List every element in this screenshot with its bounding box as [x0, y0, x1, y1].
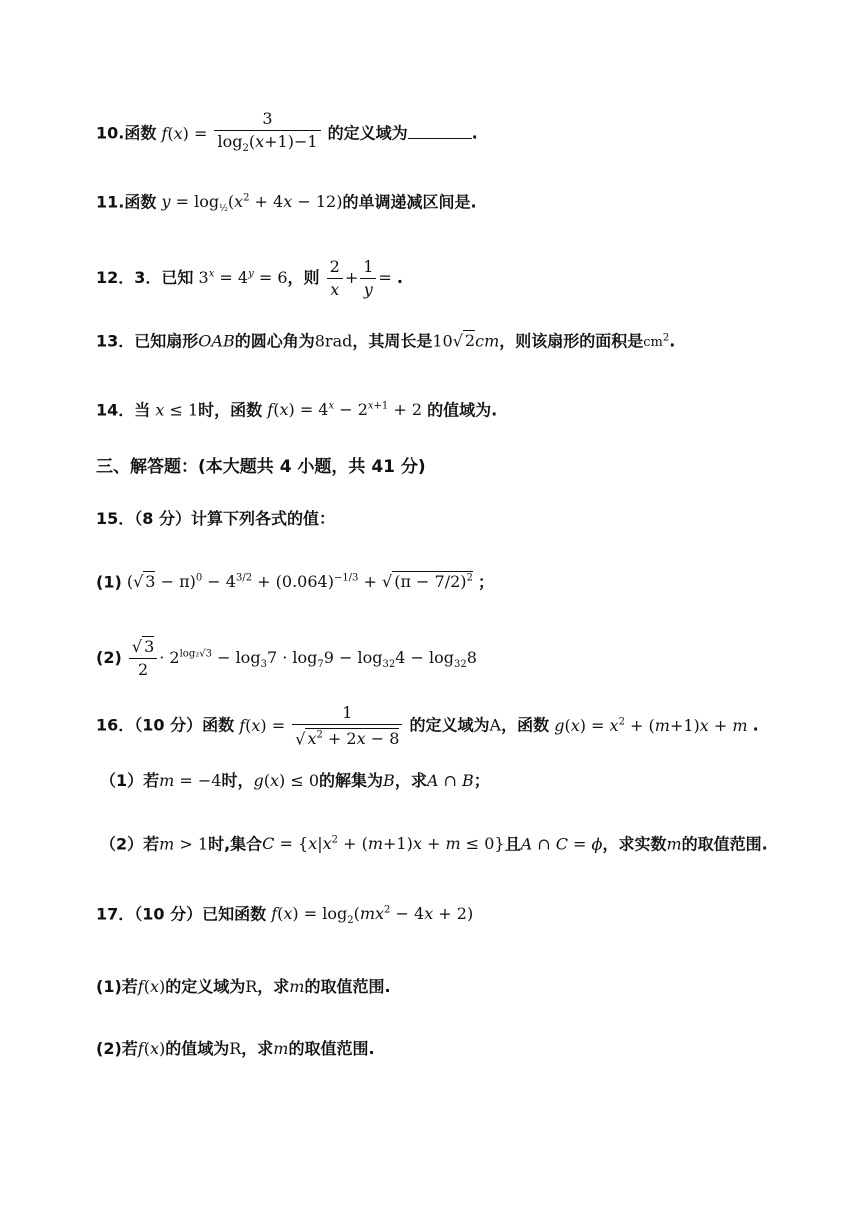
q14-suffix: 的值域为.: [427, 400, 498, 420]
q12-suffix: .: [396, 268, 403, 287]
question-12: [96, 256, 800, 301]
question-17-part-2: [96, 1038, 800, 1060]
q13-prefix: 13．已知扇形: [96, 331, 199, 351]
q16-sub2-prefix: （2）若: [100, 834, 160, 854]
q13-end: .: [669, 331, 676, 351]
q11-formula: $y = \log_{\frac{1}{2}}(x^2 + 4x - 12)$: [161, 192, 343, 215]
q13-p4: ，则该扇形的面积是: [499, 331, 644, 351]
question-16: [96, 702, 800, 750]
q16-set-a: A: [489, 715, 502, 735]
q17-sub1-end: 的取值范围.: [304, 977, 391, 996]
q11-suffix: 的单调递减区间是.: [342, 192, 477, 212]
q16-p2: 的定义域为: [409, 715, 490, 735]
q12-prefix: 12．3．已知: [96, 268, 194, 287]
q16-f-formula: f(x) = $\frac{1}{√ x^2 + 2x - 8}$: [239, 716, 404, 735]
q12-mid: ，则: [287, 268, 320, 287]
q17-sub2-p3: ，求: [241, 1039, 274, 1058]
q17-formula: $f(x) = \log_2(mx^2 - 4x + 2)$: [271, 904, 474, 927]
q17-sub2-p2: 的值域为: [165, 1039, 230, 1058]
q16-sub2-condition: A ∩ C = ϕ: [520, 834, 603, 854]
q13-angle: 8rad: [314, 331, 353, 351]
q15-p2-label: (2): [96, 648, 122, 667]
q10-suffix: 的定义域为: [327, 123, 408, 143]
question-11: [96, 188, 800, 221]
q16-sub2-p4: ，求实数: [602, 834, 667, 854]
q15-p1-end: ；: [478, 572, 495, 592]
q16-sub1-end: ；: [473, 771, 490, 790]
q17-sub2-end: 的取值范围.: [288, 1039, 375, 1058]
q16-p3: ，函数: [501, 715, 550, 735]
q16-g-formula: $g(x) = x^2 + (m+1)x + m$: [554, 715, 748, 735]
q14-condition: x ≤ 1: [155, 400, 199, 420]
q16-end: .: [752, 715, 759, 735]
q17-sub1-p2: 的定义域为: [165, 977, 246, 996]
q16-sub2-p3: 且: [504, 834, 521, 854]
question-13: [96, 328, 800, 354]
q16-sub1-p3: 的解集为: [319, 771, 384, 790]
q16-prefix: 16．（10 分）函数: [96, 715, 235, 735]
question-15-part-2: [96, 636, 800, 681]
q16-sub1-p2: 时，: [221, 771, 254, 790]
q10-prefix: 10.函数: [96, 123, 157, 143]
q10-end: .: [471, 123, 478, 143]
question-15-part-1: [96, 568, 800, 593]
q14-prefix: 14．当: [96, 400, 151, 420]
question-15-title: 15．（8 分）计算下列各式的值：: [96, 509, 335, 528]
q10-formula: f(x) = $\frac{3}{\log_2(x+1)-1}$: [161, 124, 322, 143]
question-17: [96, 900, 800, 933]
question-17-part-1: [96, 976, 800, 998]
q11-prefix: 11.函数: [96, 192, 157, 212]
q17-sub2-prefix: (2)若: [96, 1039, 138, 1058]
question-16-part-2: [100, 830, 800, 855]
q16-sub1-intersection: A ∩ B: [426, 771, 474, 790]
q16-sub2-var-m: m: [666, 834, 682, 854]
question-16-part-1: [100, 770, 800, 792]
q12-equation: $3^x = 4^y = 6$: [198, 268, 288, 287]
q16-sub1-set-b: B: [383, 771, 395, 790]
q17-sub1-reals: R: [245, 977, 258, 996]
question-10: [96, 108, 800, 160]
q17-sub1-f: f(x): [137, 977, 166, 996]
q15-p2-formula: $\frac{√ 3}{2}$ · $2^{log_2√3} - \log_37 \cdot \log_79 - \log_{32}4 - \log_{32}8$: [127, 648, 477, 667]
q14-formula: $f(x) = 4^x - 2^{x+1} + 2$: [267, 400, 423, 420]
q14-p2: 时，函数: [198, 400, 263, 420]
q16-sub2-set-c: $C = \{x|x^2 + (m+1)x + m \le 0\}$: [262, 834, 505, 854]
question-14: [96, 396, 800, 421]
q17-sub2-f: f(x): [137, 1039, 166, 1058]
q16-sub1-inequality: g(x) ≤ 0: [253, 771, 320, 790]
q13-p2: 的圆心角为: [234, 331, 315, 351]
q13-sector-name: OAB: [198, 331, 235, 351]
q17-sub1-var-m: m: [289, 977, 305, 996]
q12-expression: $\frac{2}{x}$ + $\frac{1}{y}$ =: [325, 268, 392, 287]
q16-sub1-p4: ，求: [394, 771, 427, 790]
q16-sub1-prefix: （1）若: [100, 771, 160, 790]
q10-answer-blank: [408, 122, 472, 139]
q17-prefix: 17．（10 分）已知函数: [96, 904, 267, 924]
q15-p1-label: (1): [96, 572, 122, 592]
q17-sub1-p3: ，求: [257, 977, 290, 996]
section-3-heading: 三、解答题：(本大题共 4 小题，共 41 分): [96, 457, 426, 477]
q17-sub2-var-m: m: [273, 1039, 289, 1058]
q13-perimeter: 10√ 2cm: [432, 331, 500, 351]
q13-unit: $cm^2$: [643, 333, 670, 351]
q16-sub2-p2: 时,集合: [208, 834, 263, 854]
q17-sub2-reals: R: [229, 1039, 242, 1058]
q13-p3: ，其周长是: [352, 331, 433, 351]
q16-sub1-m: m = −4: [159, 771, 222, 790]
q17-sub1-prefix: (1)若: [96, 977, 138, 996]
q15-p1-formula: (√ $3 - \pi)^0 - 4^{3/2} + (0.064)^{-1/3}$ + √ $(\pi - 7/2)^2$: [126, 572, 473, 592]
q16-sub2-m: m > 1: [159, 834, 209, 854]
q16-sub2-p5: 的取值范围.: [681, 834, 768, 854]
